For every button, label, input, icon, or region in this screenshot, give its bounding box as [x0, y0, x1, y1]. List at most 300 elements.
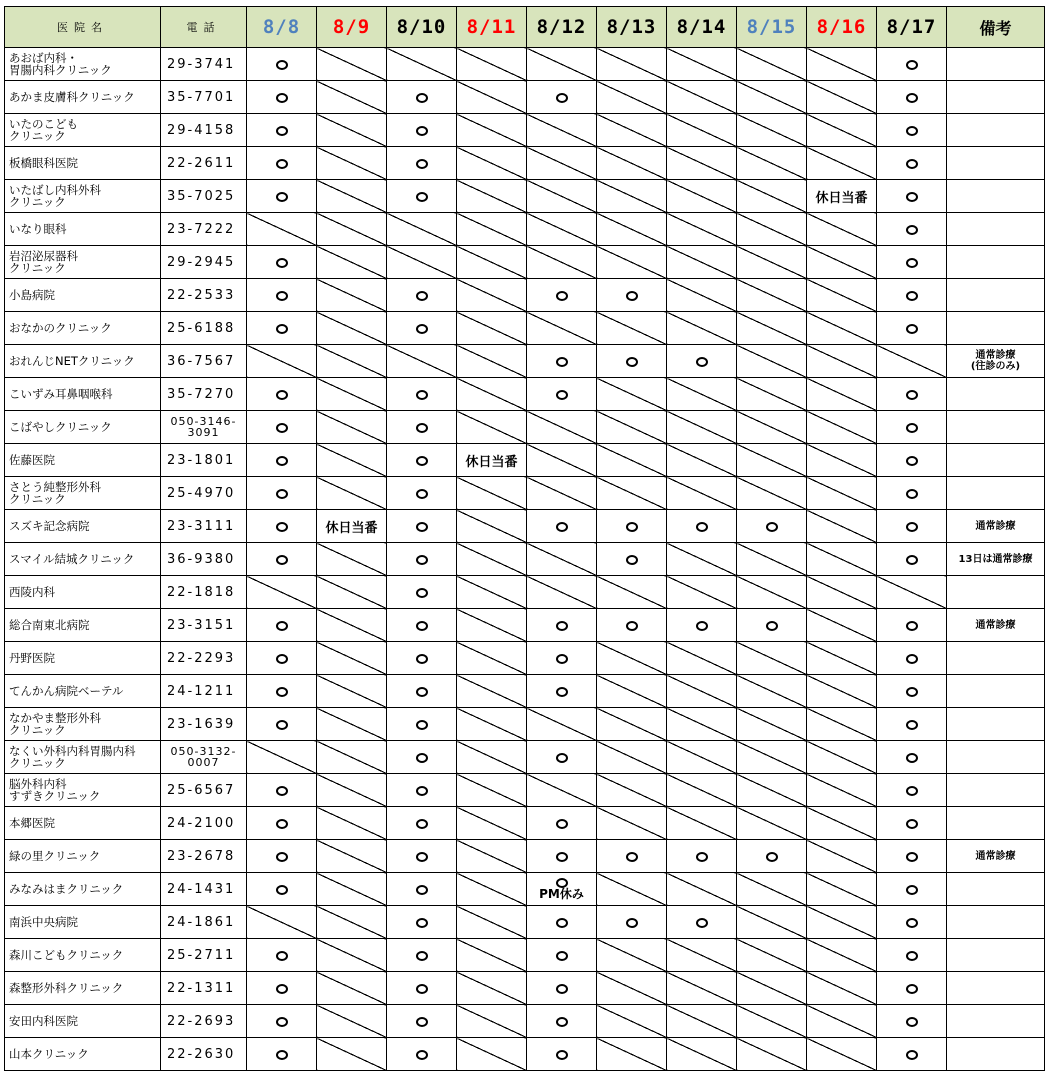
open-mark [906, 621, 918, 631]
closed-cell [737, 246, 807, 279]
open-mark [416, 753, 428, 763]
closed-cell [807, 708, 877, 741]
note-cell [947, 708, 1045, 741]
open-mark [906, 258, 918, 268]
open-cell [247, 378, 317, 411]
closed-cell [667, 873, 737, 906]
closed-cell [737, 147, 807, 180]
closed-cell [667, 675, 737, 708]
open-mark [416, 852, 428, 862]
open-cell [877, 279, 947, 312]
table-row [5, 444, 1045, 477]
open-cell [527, 510, 597, 543]
open-cell [877, 378, 947, 411]
closed-cell [807, 213, 877, 246]
open-mark [906, 291, 918, 301]
header-hospital-name: 医院名 [5, 7, 161, 48]
phone-number: 22-2630 [161, 1038, 247, 1071]
closed-cell [807, 279, 877, 312]
open-mark [556, 1050, 568, 1060]
closed-cell [457, 48, 527, 81]
open-mark [416, 1050, 428, 1060]
open-mark [276, 885, 288, 895]
phone-number: 22-1818 [161, 576, 247, 609]
note-cell [947, 147, 1045, 180]
open-cell [737, 510, 807, 543]
closed-cell [457, 708, 527, 741]
closed-cell [597, 378, 667, 411]
closed-cell [807, 1038, 877, 1071]
closed-cell [317, 213, 387, 246]
note-cell: 通常診療 (往診のみ) [947, 345, 1045, 378]
closed-cell [807, 312, 877, 345]
closed-cell [667, 972, 737, 1005]
note-cell [947, 48, 1045, 81]
table-row [5, 741, 1045, 774]
open-cell [247, 411, 317, 444]
phone-number: 35-7701 [161, 81, 247, 114]
closed-cell [457, 147, 527, 180]
open-cell [527, 642, 597, 675]
open-cell [527, 279, 597, 312]
closed-cell [317, 840, 387, 873]
closed-cell [457, 180, 527, 213]
header-row [5, 7, 1045, 48]
table-row [5, 807, 1045, 840]
open-mark [696, 522, 708, 532]
open-cell [387, 378, 457, 411]
closed-cell [317, 81, 387, 114]
open-mark [906, 687, 918, 697]
open-cell [387, 576, 457, 609]
closed-cell [807, 81, 877, 114]
open-mark [416, 1017, 428, 1027]
closed-cell [527, 213, 597, 246]
phone-number: 29-3741 [161, 48, 247, 81]
table-row [5, 81, 1045, 114]
closed-cell [527, 312, 597, 345]
closed-cell [457, 609, 527, 642]
table-body [5, 48, 1045, 1071]
closed-cell [667, 180, 737, 213]
closed-cell [317, 609, 387, 642]
open-cell [877, 477, 947, 510]
closed-cell [457, 840, 527, 873]
closed-cell [667, 1038, 737, 1071]
open-mark [416, 621, 428, 631]
note-cell [947, 213, 1045, 246]
open-mark [276, 654, 288, 664]
open-mark [906, 159, 918, 169]
note-cell [947, 477, 1045, 510]
table-row [5, 114, 1045, 147]
open-cell [877, 642, 947, 675]
closed-cell [527, 411, 597, 444]
closed-cell [317, 345, 387, 378]
open-cell [247, 114, 317, 147]
closed-cell [317, 1005, 387, 1038]
closed-cell [597, 807, 667, 840]
closed-cell [597, 312, 667, 345]
note-cell [947, 972, 1045, 1005]
closed-cell [247, 906, 317, 939]
open-mark [276, 126, 288, 136]
phone-number: 050-3132- 0007 [161, 741, 247, 774]
table-row [5, 840, 1045, 873]
open-cell [877, 1005, 947, 1038]
closed-cell [457, 378, 527, 411]
hospital-name: 板橋眼科医院 [5, 147, 161, 180]
open-cell [247, 675, 317, 708]
note-cell [947, 180, 1045, 213]
closed-cell [807, 675, 877, 708]
open-cell [877, 411, 947, 444]
open-mark [766, 852, 778, 862]
open-cell [247, 444, 317, 477]
open-cell [387, 708, 457, 741]
closed-cell [317, 48, 387, 81]
open-cell [247, 1005, 317, 1038]
hospital-name: さとう純整形外科 クリニック [5, 477, 161, 510]
table-row [5, 906, 1045, 939]
note-cell [947, 1038, 1045, 1071]
closed-cell [457, 873, 527, 906]
open-mark [416, 720, 428, 730]
closed-cell [387, 48, 457, 81]
closed-cell [737, 378, 807, 411]
closed-cell [737, 48, 807, 81]
open-cell [877, 81, 947, 114]
open-cell [877, 114, 947, 147]
open-mark [276, 621, 288, 631]
closed-cell [737, 939, 807, 972]
open-cell [387, 1038, 457, 1071]
open-cell [597, 345, 667, 378]
open-mark [276, 687, 288, 697]
open-mark [276, 720, 288, 730]
open-mark [556, 753, 568, 763]
closed-cell [737, 873, 807, 906]
table-row [5, 345, 1045, 378]
closed-cell [317, 477, 387, 510]
open-cell [247, 774, 317, 807]
open-mark [556, 654, 568, 664]
open-cell [387, 873, 457, 906]
phone-number: 25-6567 [161, 774, 247, 807]
header-date: 8/9 [317, 7, 387, 48]
open-mark [276, 1017, 288, 1027]
open-cell [877, 675, 947, 708]
open-mark [416, 885, 428, 895]
open-cell [387, 807, 457, 840]
note-cell [947, 939, 1045, 972]
closed-cell [737, 180, 807, 213]
closed-cell [737, 972, 807, 1005]
closed-cell [527, 444, 597, 477]
closed-cell [737, 345, 807, 378]
hospital-name: おなかのクリニック [5, 312, 161, 345]
closed-cell [247, 741, 317, 774]
open-cell [387, 609, 457, 642]
hospital-name: 緑の里クリニック [5, 840, 161, 873]
open-cell [387, 675, 457, 708]
open-mark [766, 522, 778, 532]
closed-cell [247, 345, 317, 378]
open-cell [877, 510, 947, 543]
closed-cell [807, 246, 877, 279]
open-cell [527, 807, 597, 840]
holiday-duty-label: 休日当番 [325, 520, 378, 536]
closed-cell [387, 345, 457, 378]
open-cell [247, 48, 317, 81]
phone-number: 22-2533 [161, 279, 247, 312]
closed-cell [457, 1005, 527, 1038]
open-mark [556, 918, 568, 928]
closed-cell [597, 873, 667, 906]
note-cell: 通常診療 [947, 609, 1045, 642]
closed-cell [667, 939, 737, 972]
closed-cell [667, 246, 737, 279]
open-cell [387, 774, 457, 807]
closed-cell [457, 576, 527, 609]
open-cell [387, 279, 457, 312]
open-cell [877, 180, 947, 213]
open-cell [247, 873, 317, 906]
open-cell [247, 840, 317, 873]
open-mark [416, 918, 428, 928]
closed-cell [737, 312, 807, 345]
phone-number: 23-1639 [161, 708, 247, 741]
open-mark [416, 984, 428, 994]
header-date: 8/14 [667, 7, 737, 48]
closed-cell [737, 774, 807, 807]
open-mark [276, 522, 288, 532]
phone-number: 25-2711 [161, 939, 247, 972]
phone-number: 29-2945 [161, 246, 247, 279]
closed-cell [737, 411, 807, 444]
note-cell [947, 675, 1045, 708]
hospital-name: みなみはまクリニック [5, 873, 161, 906]
closed-cell [317, 114, 387, 147]
open-cell [877, 840, 947, 873]
header-date: 8/16 [807, 7, 877, 48]
open-cell [527, 609, 597, 642]
open-cell [877, 972, 947, 1005]
open-mark [906, 885, 918, 895]
closed-cell [457, 114, 527, 147]
phone-number: 23-7222 [161, 213, 247, 246]
closed-cell [807, 609, 877, 642]
closed-cell [317, 675, 387, 708]
open-cell [877, 609, 947, 642]
holiday-duty-label: 休日当番 [815, 190, 868, 206]
table-row [5, 543, 1045, 576]
closed-cell [597, 1038, 667, 1071]
open-mark [556, 1017, 568, 1027]
open-cell [247, 81, 317, 114]
table-row [5, 609, 1045, 642]
closed-cell [457, 675, 527, 708]
closed-cell [807, 741, 877, 774]
closed-cell [737, 807, 807, 840]
closed-cell [807, 873, 877, 906]
closed-cell [807, 939, 877, 972]
open-cell [527, 906, 597, 939]
header-phone: 電話 [161, 7, 247, 48]
table-row [5, 873, 1045, 906]
closed-cell [457, 1038, 527, 1071]
header-date: 8/10 [387, 7, 457, 48]
closed-cell [737, 576, 807, 609]
closed-cell [597, 411, 667, 444]
closed-cell [317, 312, 387, 345]
open-cell [877, 246, 947, 279]
open-cell [667, 510, 737, 543]
table-row [5, 576, 1045, 609]
open-mark [906, 786, 918, 796]
open-cell [247, 609, 317, 642]
open-mark [276, 984, 288, 994]
hospital-name: こばやしクリニック [5, 411, 161, 444]
open-mark [556, 819, 568, 829]
closed-cell [457, 477, 527, 510]
open-cell [877, 939, 947, 972]
hospital-name: てんかん病院ベーテル [5, 675, 161, 708]
open-cell [527, 1005, 597, 1038]
header-date: 8/15 [737, 7, 807, 48]
closed-cell [597, 675, 667, 708]
closed-cell [807, 378, 877, 411]
open-mark [626, 918, 638, 928]
closed-cell [457, 972, 527, 1005]
closed-cell [457, 246, 527, 279]
closed-cell [317, 972, 387, 1005]
hospital-name: なかやま整形外科 クリニック [5, 708, 161, 741]
closed-cell [597, 477, 667, 510]
closed-cell [527, 774, 597, 807]
open-mark [416, 423, 428, 433]
table-row [5, 1038, 1045, 1071]
open-mark [906, 456, 918, 466]
closed-cell [597, 444, 667, 477]
table-row [5, 411, 1045, 444]
hospital-name: 西陵内科 [5, 576, 161, 609]
note-cell [947, 279, 1045, 312]
closed-cell [667, 774, 737, 807]
phone-number: 23-2678 [161, 840, 247, 873]
phone-number: 22-2293 [161, 642, 247, 675]
open-mark [276, 93, 288, 103]
open-cell [527, 81, 597, 114]
open-mark [906, 489, 918, 499]
closed-cell [387, 246, 457, 279]
open-mark [906, 555, 918, 565]
open-cell [877, 1038, 947, 1071]
open-cell [877, 774, 947, 807]
header-date: 8/12 [527, 7, 597, 48]
hospital-name: 岩沼泌尿器科 クリニック [5, 246, 161, 279]
open-mark [276, 390, 288, 400]
closed-cell [457, 543, 527, 576]
open-mark [626, 555, 638, 565]
open-cell [247, 708, 317, 741]
closed-cell [457, 906, 527, 939]
closed-cell [527, 147, 597, 180]
closed-cell [457, 741, 527, 774]
hospital-name: あおば内科・ 胃腸内科クリニック [5, 48, 161, 81]
open-cell [387, 543, 457, 576]
open-cell [247, 279, 317, 312]
closed-cell [667, 741, 737, 774]
open-mark [276, 819, 288, 829]
closed-cell [457, 345, 527, 378]
closed-cell [737, 741, 807, 774]
open-cell [247, 642, 317, 675]
open-mark [626, 852, 638, 862]
open-mark [276, 456, 288, 466]
open-mark [416, 588, 428, 598]
open-cell [247, 972, 317, 1005]
open-cell [597, 906, 667, 939]
header-date: 8/11 [457, 7, 527, 48]
open-mark [416, 324, 428, 334]
closed-cell [877, 345, 947, 378]
closed-cell [737, 279, 807, 312]
table-row [5, 675, 1045, 708]
open-cell [247, 510, 317, 543]
open-cell [387, 906, 457, 939]
hospital-name: おれんじNETクリニック [5, 345, 161, 378]
phone-number: 23-3111 [161, 510, 247, 543]
open-mark [416, 126, 428, 136]
duty-cell [807, 180, 877, 213]
closed-cell [317, 642, 387, 675]
open-mark [626, 291, 638, 301]
closed-cell [667, 279, 737, 312]
table-row [5, 180, 1045, 213]
hospital-name: なくい外科内科胃腸内科 クリニック [5, 741, 161, 774]
note-cell [947, 576, 1045, 609]
open-cell [737, 840, 807, 873]
hospital-name: こいずみ耳鼻咽喉科 [5, 378, 161, 411]
open-mark [276, 1050, 288, 1060]
closed-cell [737, 114, 807, 147]
open-mark [276, 786, 288, 796]
closed-cell [597, 939, 667, 972]
closed-cell [667, 378, 737, 411]
table-header [5, 7, 1045, 48]
table-row [5, 1005, 1045, 1038]
closed-cell [807, 147, 877, 180]
closed-cell [597, 213, 667, 246]
closed-cell [527, 543, 597, 576]
table-row [5, 48, 1045, 81]
hospital-name: 小島病院 [5, 279, 161, 312]
open-cell [667, 840, 737, 873]
open-mark [416, 93, 428, 103]
open-mark [906, 1050, 918, 1060]
open-cell [387, 147, 457, 180]
open-mark [906, 720, 918, 730]
open-mark [626, 357, 638, 367]
open-cell [247, 246, 317, 279]
closed-cell [807, 543, 877, 576]
note-cell [947, 807, 1045, 840]
open-cell [387, 972, 457, 1005]
open-mark [416, 555, 428, 565]
closed-cell [247, 576, 317, 609]
open-mark [906, 819, 918, 829]
